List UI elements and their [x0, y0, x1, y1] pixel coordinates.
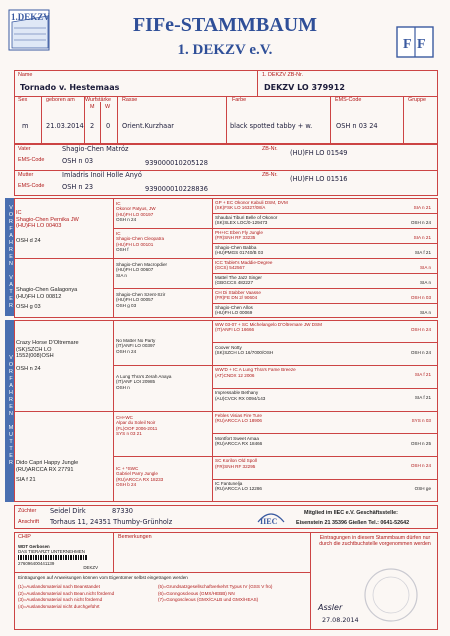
- father-gen3-6: [215, 275, 435, 286]
- chip-line: DAS TIERARZT UNTERNEHMEN: [18, 549, 85, 554]
- litter-m-label: M: [90, 104, 95, 110]
- ped-text: Gabriel Parry Jungle: [116, 471, 158, 477]
- ped-text: Shagio-Chen Galagonya: [16, 287, 78, 293]
- signature: Assler: [318, 603, 343, 612]
- side-label-mother: VORFAHREN MUTTER: [5, 320, 14, 502]
- issue-date: 27.08.2014: [322, 616, 359, 624]
- mother-gen3-4: [215, 390, 435, 401]
- ped-text: (HU)FH LO 00069: [215, 310, 253, 316]
- mother-gen2-2: [116, 374, 210, 390]
- ped-text: (SK)SLEX LOC/0-129473: [215, 220, 268, 226]
- ped-ems: OSH n 24: [410, 220, 431, 225]
- ped-text: Montfort Sweet Amaa: [215, 435, 259, 441]
- color-label: Farbe: [232, 97, 247, 103]
- ped-text: (HU)FH LO 00403: [16, 223, 62, 230]
- ped-text: Febles Visias Fire Ture: [215, 412, 262, 418]
- ped-text: A Lung Thra's Zerah Anaya: [116, 374, 172, 379]
- ped-text: (HU)FH LO 00101: [116, 241, 154, 247]
- cat-litter-w: 0: [106, 122, 111, 130]
- ped-text: Okonor Patyus, JW: [116, 206, 156, 212]
- cat-name: Tornado v. Hestemaas: [20, 83, 120, 92]
- ped-text: PH+IC Eben Fly Jungle: [215, 230, 263, 235]
- mother-gen3-2: [215, 345, 435, 356]
- page-subtitle: 1. DEKZV e.V.: [177, 42, 273, 58]
- ped-text: SYS n 03 21: [116, 431, 142, 437]
- mother-name: Imladris Inoil Holle Anyó: [62, 171, 142, 179]
- side-label-father: VORFAHREN VATER: [5, 198, 14, 316]
- cat-litter-m: 2: [90, 122, 95, 130]
- ped-text: (RU)ARCCA RX 18233: [116, 476, 164, 482]
- ped-ems: OSH n 03: [410, 295, 431, 300]
- ped-text: Shagio-Chen Allos: [215, 305, 253, 310]
- father-gen3-3: [215, 230, 435, 241]
- zbnr-label: 1. DEKZV ZB-Nr.: [262, 72, 304, 78]
- ped-text: Shagio-Chen Babba: [215, 245, 257, 250]
- ped-text: Shaubai Tiburi Belle of Okonor: [215, 215, 278, 220]
- mother-gen1-a: [16, 340, 111, 372]
- ownership-item: (1)=Auslandsmaterial nach Beanstandet: [18, 584, 100, 589]
- ped-text: GP + EC Okonor Kabuli DSM, DVM: [215, 200, 288, 205]
- ownership-item: (3)=Auslandsmaterial nach nicht fördernd: [18, 597, 103, 602]
- mother-gen2-3: [116, 415, 210, 437]
- father-ems: OSH n 03: [62, 157, 94, 165]
- father-gen1-a: [16, 210, 111, 244]
- ped-text: (IT)ANFI LO 00397: [116, 343, 156, 349]
- ped-text: Impressable Bethany: [215, 390, 259, 396]
- iiec-logo: [254, 508, 288, 528]
- father-chip: 939000010205128: [145, 159, 208, 167]
- born-label: geboren am: [46, 97, 75, 103]
- mother-gen3-8: [215, 481, 435, 492]
- ped-text: (HU)FH LO 00057: [116, 297, 154, 303]
- ped-text: No Matter No Party: [116, 338, 156, 343]
- ped-text: OSH f: [116, 247, 129, 253]
- cat-ems: OSH n 03 24: [336, 122, 378, 130]
- cat-born: 21.03.2014: [46, 122, 84, 130]
- ped-text: (FR)FE DN 2/ 90604: [215, 295, 258, 301]
- ped-text: 1552(008)OSH: [16, 353, 54, 360]
- breeder-name: Seidel Dirk: [50, 507, 86, 515]
- ped-ems: OSH n 24: [410, 327, 431, 332]
- ped-ems: SYS n 03: [411, 417, 431, 423]
- ped-text: (AT)CNDX 12 2006: [215, 372, 255, 378]
- mother-gen3-1: [215, 322, 435, 333]
- mother-gen3-6: [215, 436, 435, 447]
- ped-text: IC: [16, 210, 22, 216]
- ped-text: Mattel The Jazz Singer: [215, 275, 262, 280]
- ped-ems: OSH n 24: [410, 349, 431, 355]
- mother-ems-label: EMS-Code: [18, 183, 45, 189]
- ped-text: (GCS) 542567: [215, 265, 245, 271]
- mother-reg: (HU)FH LO 01516: [290, 175, 348, 183]
- ped-text: OSH g 03: [16, 304, 41, 311]
- ped-ems: SIA n: [420, 310, 431, 315]
- father-reg: (HU)FH LO 01549: [290, 149, 348, 157]
- official-stamp: [362, 566, 420, 624]
- ped-text: OSH n 24: [16, 365, 41, 372]
- father-gen3-1: [215, 200, 435, 211]
- mother-zbnr-label: ZB-Nr.: [262, 172, 278, 178]
- remarks-label: Bemerkungen: [118, 534, 152, 540]
- father-ems-label: EMS-Code: [18, 157, 45, 163]
- ped-ems: SIA f 21: [414, 372, 431, 378]
- father-gen3-4: [215, 245, 435, 256]
- ped-text: Shagio-Chen Pernika JW: [16, 216, 79, 223]
- ped-text: (FR)SNH RF 32295: [215, 463, 256, 469]
- mother-ems: OSH n 23: [62, 183, 94, 191]
- ownership-item: (4)=Auslandsmaterial nicht durchgeführt: [18, 603, 100, 609]
- ped-text: OSH d 24: [16, 237, 41, 244]
- ped-text: IC + *SWC: [116, 466, 139, 471]
- father-gen3-8: [215, 305, 435, 316]
- ped-text: (HU)FH LO 00812: [16, 293, 62, 300]
- mother-gen3-3: [215, 367, 435, 378]
- ped-text: OSH n 24: [116, 217, 137, 223]
- breed-label: Rasse: [122, 97, 138, 103]
- ped-ems: SIA n: [420, 265, 431, 270]
- ped-text: SC Korilon Old Spoll: [215, 458, 257, 464]
- ped-ems: SIA n 21: [413, 235, 431, 240]
- ped-text: Crazy Horse D'Oltremare: [16, 340, 79, 346]
- cat-sex: m: [22, 122, 29, 130]
- ownership-item: (7)=Gongoscleous (GMX/CALB und GMX/HEAS): [158, 597, 259, 602]
- ped-text: (IT)ANFI LO 16666: [215, 327, 255, 333]
- ped-text: (SK)FSK LO 16327/08/A: [215, 205, 266, 211]
- ped-text: IC Fantunelja: [215, 480, 243, 486]
- mother-chip: 939000010228836: [145, 185, 208, 193]
- father-gen2-3: [116, 262, 210, 278]
- mother-gen3-7: [215, 458, 435, 469]
- chip-label: CHIP: [18, 534, 31, 540]
- ped-text: WW 03-07 + SC Michelangelo D'Oltremare JW DSM: [215, 322, 322, 327]
- chip-line: WDT Gerbosen: [18, 544, 50, 549]
- ped-text: (RU)ARCCA LO 18906: [215, 418, 262, 424]
- ped-text: CH Di Stabber Vaasse: [215, 290, 261, 295]
- father-gen2-4: [116, 292, 210, 308]
- ownership-item: (6)=Gonngoscleous (GMX/HEBB) NN: [158, 590, 235, 596]
- ped-text: OSH g 03: [116, 302, 137, 308]
- ped-text: Shagio-Chen Cleopatra: [116, 236, 165, 242]
- ped-text: (RU)ARCCA RX 18466: [215, 440, 263, 446]
- fife-logo: [394, 24, 436, 60]
- chip-number: 276096400441139: [18, 561, 55, 566]
- ped-ems: SIA n 21: [413, 205, 431, 210]
- ped-text: (RU)ARCCA RX 27791: [16, 466, 74, 473]
- chip-sticker: [18, 544, 108, 570]
- ped-ems: SIA f 21: [414, 250, 431, 255]
- iiec-logo-text: IIEC: [260, 517, 278, 526]
- ped-text: SIA f 21: [16, 477, 36, 484]
- ped-text: Coover Notty: [215, 344, 242, 350]
- cat-zb-nr: DEKZV LO 379912: [264, 83, 345, 92]
- ped-text: Shagio-Chen Macropdier: [116, 262, 168, 267]
- ped-ems: OSH ge: [414, 485, 431, 491]
- litter-w-label: W: [105, 104, 111, 110]
- father-gen2-2: [116, 231, 210, 253]
- ped-text: (AU)CVCK RX 0094/143: [215, 395, 266, 401]
- name-label: Name: [18, 72, 33, 78]
- breeder-label: Züchter: [18, 508, 37, 514]
- ped-text: ICC Tablet's Maddie-Degree: [215, 260, 273, 265]
- father-gen3-5: [215, 260, 435, 271]
- ownership-item: (5)=Grundsatzgesellschaftverkehrt Typus IV (GSS V fro): [158, 584, 273, 589]
- logo-text: 1.DEKZV: [11, 12, 50, 22]
- ped-text: OSH n 24: [116, 348, 137, 354]
- mother-gen1-b: [16, 460, 111, 484]
- litter-label: Wurfstärke: [85, 97, 111, 103]
- group-label: Gruppe: [408, 97, 426, 103]
- page-title: FIFe-STAMMBAUM: [132, 14, 318, 36]
- ped-ems: OSH n 24: [410, 463, 431, 469]
- cat-breed: Orient.Kurzhaar: [122, 122, 174, 130]
- ped-text: OSH b 24: [116, 482, 137, 488]
- mother-gen3-5: [215, 413, 435, 424]
- mother-gen2-4: [116, 466, 210, 488]
- member-line-2: Eisenstein 21 35396 Gießen Tel.: 0641-52642: [296, 520, 410, 526]
- ped-ems: SIA f 21: [414, 395, 431, 401]
- ped-text: (HU)FH LO 00607: [116, 267, 154, 273]
- ped-text: WW'D + IC A Lung Thra's Fame Breeze: [215, 367, 296, 373]
- ped-text: Alpar du Soleil Noir: [116, 420, 156, 426]
- ped-text: OSH n: [116, 384, 130, 390]
- ped-text: (SK)SZCH LO 16/7000/OSH: [215, 350, 274, 356]
- ped-text: CH+WC: [116, 415, 133, 420]
- svg-text:F: F: [403, 37, 412, 52]
- chip-org: DEKZV: [83, 565, 98, 570]
- ped-text: Shagio-Chen Szent-Szir: [116, 292, 166, 297]
- father-gen3-7: [215, 290, 435, 301]
- sex-label: Sex: [18, 97, 28, 103]
- ped-text: (GBGCCS 482227: [215, 280, 254, 286]
- breeder-number: 87330: [112, 507, 133, 515]
- ped-text: (IT)ANF LOI 20985: [116, 379, 156, 385]
- address-label: Anschrift: [18, 519, 39, 525]
- cat-color: black spotted tabby + w.: [230, 122, 313, 130]
- ped-text: (SK)SZCH LO: [16, 346, 52, 353]
- ped-text: (FL)OOF 2006-2011: [116, 425, 158, 431]
- mother-gen2-1: [116, 338, 210, 354]
- ownership-list: [18, 584, 308, 628]
- father-gen2-1: [116, 201, 210, 223]
- ems-label: EMS-Code: [335, 97, 362, 103]
- breeder-address: Torhaus 11, 24351 Thumby-Grünholz: [50, 518, 173, 526]
- father-gen3-2: [215, 215, 435, 226]
- father-label: Vater: [18, 146, 31, 152]
- father-zbnr-label: ZB-Nr.: [262, 146, 278, 152]
- father-gen1-b: [16, 287, 111, 311]
- ownership-note: Eintragungen in diesem Stammbaum dürfen nur durch die zuchtbuchstelle vorgenommen werden: [319, 535, 431, 548]
- ped-text: (FR)SNH RF 33235: [215, 235, 256, 241]
- ped-text: SIA n: [116, 272, 127, 278]
- ped-ems: SIA n: [420, 280, 431, 285]
- ped-text: (HU)PMGS 01740/B 03: [215, 250, 263, 256]
- ped-text: Dido Capri Happy Jungle: [16, 460, 79, 466]
- mother-label: Mutter: [18, 172, 34, 178]
- ped-text: IC: [116, 201, 121, 206]
- ped-text: (RU)ARCCA LO 12286: [215, 486, 262, 492]
- barcode: [18, 555, 88, 560]
- father-name: Shagio-Chen Matróz: [62, 145, 129, 153]
- ped-text: (HU)FH LO 00197: [116, 211, 154, 217]
- ownership-item: (2)=Auslandsmaterial nach Bean.nicht fördernd: [18, 590, 115, 596]
- member-line-1: Mitglied im IIEC e.V. Geschäftsstelle:: [304, 510, 398, 516]
- ownership-heading: Eintragungen auf Anweisungen können vom Eigentümer selbst eingetragen werden: [18, 575, 188, 580]
- svg-text:F: F: [417, 37, 426, 52]
- ped-text: IC: [116, 231, 121, 236]
- ped-ems: OSH n 25: [410, 440, 431, 446]
